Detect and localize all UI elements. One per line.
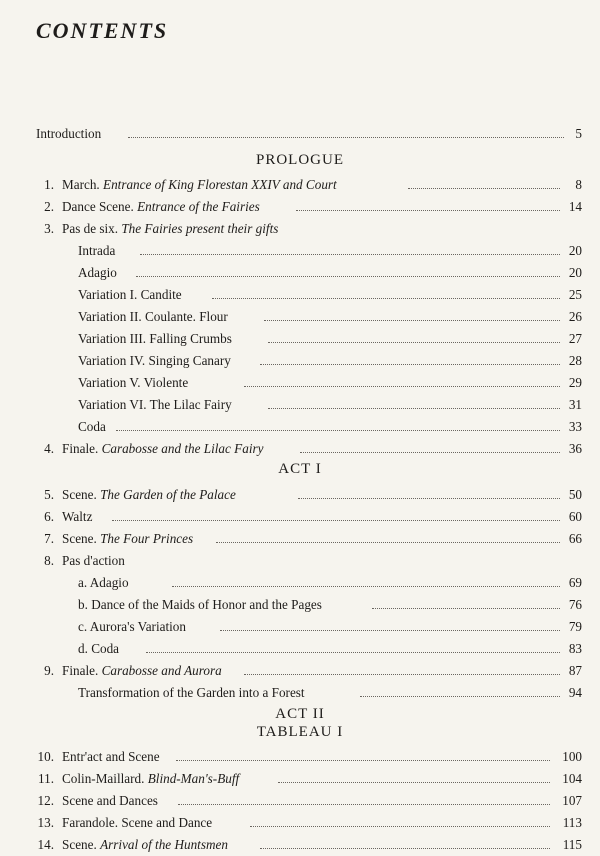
entry-subtitle: The Garden of the Palace xyxy=(100,487,236,502)
leader-dots xyxy=(260,364,560,365)
entry-number: 2. xyxy=(44,199,54,214)
entry-subtitle: Entrance of King Florestan XXIV and Court xyxy=(103,177,337,192)
toc-entry[interactable] xyxy=(0,834,600,856)
entry-label: Finale. Carabosse and the Lilac Fairy xyxy=(62,441,264,456)
leader-dots xyxy=(268,342,560,343)
entry-number: 6. xyxy=(44,509,54,524)
toc-entry[interactable] xyxy=(0,506,600,528)
entry-label: Variation V. Violente xyxy=(78,375,189,390)
entry-subtitle: Arrival of the Huntsmen xyxy=(100,837,228,852)
toc-entry[interactable] xyxy=(0,616,600,638)
entry-page: 36 xyxy=(568,441,582,456)
leader-dots xyxy=(268,408,560,409)
entry-number: 12. xyxy=(37,793,54,808)
entry-label: March. Entrance of King Florestan XXIV and Court xyxy=(62,177,337,192)
toc-entry[interactable] xyxy=(0,746,600,768)
entry-label: Adagio xyxy=(78,265,117,280)
entry-number: 5. xyxy=(44,487,54,502)
toc-entry[interactable] xyxy=(0,328,600,350)
toc-entry[interactable] xyxy=(0,528,600,550)
entry-label: Pas de six. The Fairies present their gifts xyxy=(62,221,279,236)
entry-label: Intrada xyxy=(78,243,116,258)
leader-dots xyxy=(116,430,560,431)
entry-page: 79 xyxy=(568,619,582,634)
entry-subtitle: Entrance of the Fairies xyxy=(137,199,260,214)
entry-page: 50 xyxy=(568,487,582,502)
entry-label: Scene. The Four Princes xyxy=(62,531,194,546)
entry-page: 8 xyxy=(575,177,582,192)
leader-dots xyxy=(244,386,560,387)
toc-entry[interactable] xyxy=(0,372,600,394)
leader-dots xyxy=(220,630,560,631)
toc-entry[interactable] xyxy=(0,416,600,438)
toc-entry[interactable] xyxy=(0,240,600,262)
entry-label: Entr'act and Scene xyxy=(62,749,160,764)
entry-page: 94 xyxy=(568,685,582,700)
toc-entry[interactable] xyxy=(0,306,600,328)
entry-label: Dance Scene. Entrance of the Fairies xyxy=(62,199,260,214)
entry-page: 14 xyxy=(568,199,582,214)
entry-number: 14. xyxy=(37,837,54,852)
section-heading-tableau-i: TABLEAU I xyxy=(256,724,344,740)
entry-label: Variation IV. Singing Canary xyxy=(78,353,231,368)
leader-dots xyxy=(212,298,560,299)
entry-label: Pas d'action xyxy=(62,553,125,568)
entry-page: 107 xyxy=(562,793,582,808)
entry-subtitle: Carabosse and Aurora xyxy=(101,663,222,678)
entry-number: 8. xyxy=(44,553,54,568)
leader-dots xyxy=(244,674,560,675)
toc-entry[interactable] xyxy=(0,594,600,616)
leader-dots xyxy=(178,804,550,805)
leader-dots xyxy=(372,608,560,609)
toc-entry[interactable] xyxy=(0,660,600,682)
toc-entry[interactable] xyxy=(0,768,600,790)
section-heading-act-i: ACT I xyxy=(278,461,322,477)
entry-label: Scene. The Garden of the Palace xyxy=(62,487,236,502)
entry-number: 3. xyxy=(44,221,54,236)
entry-subtitle: Carabosse and the Lilac Fairy xyxy=(101,441,264,456)
entry-page: 29 xyxy=(568,375,582,390)
toc-entry-introduction[interactable] xyxy=(0,123,600,145)
leader-dots xyxy=(360,696,560,697)
entry-label: Variation VI. The Lilac Fairy xyxy=(78,397,232,412)
entry-label: Scene and Dances xyxy=(62,793,158,808)
entry-page: 25 xyxy=(568,287,582,302)
toc-entry[interactable] xyxy=(0,812,600,834)
entry-label: Colin-Maillard. Blind-Man's-Buff xyxy=(62,771,240,786)
page-title: CONTENTS xyxy=(36,18,169,43)
section-heading-act-ii: ACT II xyxy=(275,706,325,722)
entry-subtitle: The Fairies present their gifts xyxy=(121,221,279,236)
toc-entry[interactable] xyxy=(0,790,600,812)
entry-label: c. Aurora's Variation xyxy=(78,619,186,634)
entry-page: 115 xyxy=(562,837,582,852)
entry-page: 31 xyxy=(568,397,582,412)
leader-dots xyxy=(140,254,560,255)
toc-entry[interactable] xyxy=(0,682,600,704)
toc-entry[interactable] xyxy=(0,218,600,240)
leader-dots xyxy=(296,210,560,211)
entry-page: 5 xyxy=(575,126,582,141)
entry-subtitle: Blind-Man's-Buff xyxy=(147,771,240,786)
leader-dots xyxy=(260,848,550,849)
section-heading-prologue: PROLOGUE xyxy=(255,152,344,168)
entry-page: 60 xyxy=(568,509,582,524)
entry-label: Farandole. Scene and Dance xyxy=(62,815,213,830)
entry-label: Transformation of the Garden into a Forest xyxy=(78,685,305,700)
toc-entry[interactable] xyxy=(0,550,600,572)
entry-page: 104 xyxy=(562,771,582,786)
entry-label: Scene. Arrival of the Huntsmen xyxy=(62,837,228,852)
leader-dots xyxy=(216,542,560,543)
entry-subtitle: The Four Princes xyxy=(100,531,194,546)
toc-entry[interactable] xyxy=(0,394,600,416)
entry-page: 20 xyxy=(568,243,582,258)
toc-entry[interactable] xyxy=(0,572,600,594)
entry-number: 9. xyxy=(44,663,54,678)
entry-page: 87 xyxy=(568,663,582,678)
entry-number: 10. xyxy=(37,749,54,764)
entry-label: Variation I. Candite xyxy=(78,287,182,302)
entry-page: 69 xyxy=(568,575,582,590)
toc-entry[interactable] xyxy=(0,484,600,506)
toc-entry[interactable] xyxy=(0,174,600,196)
entry-number: 13. xyxy=(37,815,54,830)
entry-page: 76 xyxy=(568,597,582,612)
entry-label: a. Adagio xyxy=(78,575,129,590)
leader-dots xyxy=(172,586,560,587)
toc-entry[interactable] xyxy=(0,196,600,218)
entry-number: 11. xyxy=(38,771,54,786)
leader-dots xyxy=(278,782,550,783)
entry-label: d. Coda xyxy=(78,641,120,656)
toc-entry[interactable] xyxy=(0,262,600,284)
toc-entry[interactable] xyxy=(0,284,600,306)
entry-label: b. Dance of the Maids of Honor and the Pages xyxy=(78,597,322,612)
entry-page: 83 xyxy=(568,641,582,656)
entry-page: 26 xyxy=(568,309,582,324)
entry-number: 1. xyxy=(44,177,54,192)
entry-number: 7. xyxy=(44,531,54,546)
entry-label: Variation III. Falling Crumbs xyxy=(78,331,232,346)
entry-page: 66 xyxy=(568,531,582,546)
entry-label: Waltz xyxy=(62,509,93,524)
leader-dots xyxy=(146,652,560,653)
toc-entry[interactable] xyxy=(0,350,600,372)
leader-dots xyxy=(408,188,560,189)
entry-number: 4. xyxy=(44,441,54,456)
entry-label: Finale. Carabosse and Aurora xyxy=(62,663,222,678)
entry-page: 27 xyxy=(568,331,582,346)
leader-dots xyxy=(112,520,560,521)
toc-entry[interactable] xyxy=(0,638,600,660)
entry-page: 28 xyxy=(568,353,582,368)
entry-label: Coda xyxy=(78,419,106,434)
entry-label: Introduction xyxy=(36,126,102,141)
entry-page: 33 xyxy=(568,419,582,434)
toc-entry[interactable] xyxy=(0,438,600,460)
leader-dots xyxy=(298,498,560,499)
leader-dots xyxy=(136,276,560,277)
leader-dots xyxy=(128,137,564,138)
leader-dots xyxy=(250,826,550,827)
leader-dots xyxy=(300,452,560,453)
entry-label: Variation II. Coulante. Flour xyxy=(78,309,228,324)
leader-dots xyxy=(264,320,560,321)
entry-page: 20 xyxy=(568,265,582,280)
entry-page: 100 xyxy=(562,749,582,764)
leader-dots xyxy=(176,760,550,761)
entry-page: 113 xyxy=(562,815,582,830)
